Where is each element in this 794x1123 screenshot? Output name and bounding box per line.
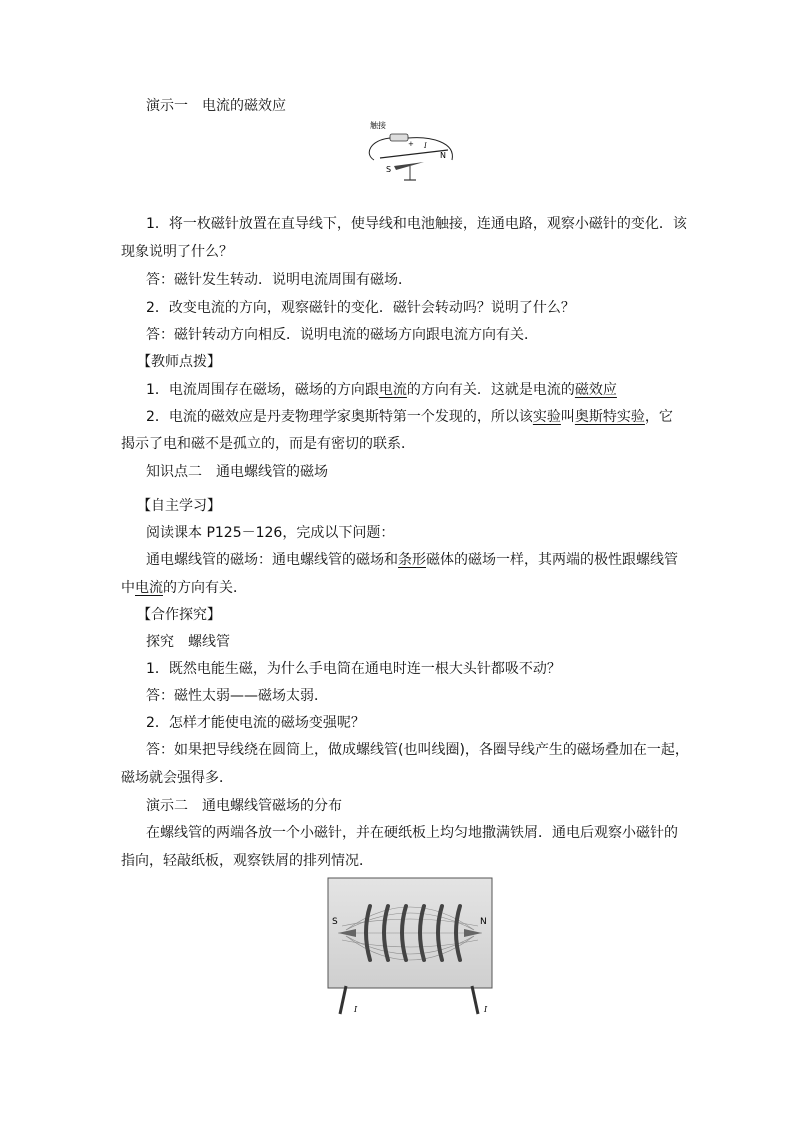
tip1-text-mid: 的方向有关．这就是电流的	[406, 382, 575, 398]
reading-instruction: 阅读课本 P125－126，完成以下问题：	[146, 525, 395, 541]
demo2-line2: 指向，轻敲纸板，观察铁屑的排列情况．	[121, 853, 373, 869]
kp2-title: 知识点二 通电螺线管的磁场	[146, 464, 328, 480]
statement2-text-end: 的方向有关．	[163, 580, 247, 596]
demo2-title: 演示二 通电螺线管磁场的分布	[146, 798, 342, 814]
teacher-tip-2-line2: 揭示了电和磁不是孤立的，而是有密切的联系．	[121, 436, 415, 452]
solenoid-iron-filings-figure	[326, 876, 494, 1016]
blank-current: 电流	[135, 580, 163, 596]
tip1-blank-current: 电流	[378, 382, 407, 398]
coop-heading: 【合作探究】	[137, 607, 221, 623]
tip2-text-mid: 叫	[560, 409, 575, 425]
demo1-q2: 2．改变电流的方向，观察磁针的变化．磁针会转动吗？说明了什么？	[146, 300, 575, 316]
statement2-text: 中	[121, 580, 135, 596]
north-pole-label: N	[480, 917, 487, 927]
demo1-a2: 答：磁针转动方向相反．说明电流的磁场方向跟电流方向有关．	[146, 327, 538, 343]
right-current-label: I	[484, 1005, 488, 1014]
south-label: S	[386, 165, 392, 174]
left-lead-wire	[340, 986, 346, 1014]
tip2-blank-oersted: 奥斯特实验	[574, 409, 645, 425]
current-label: I	[424, 142, 427, 150]
blank-bar-magnet: 条形	[398, 552, 426, 568]
solenoid-statement-line2	[121, 578, 247, 598]
kp2-a2-line2: 磁场就会强得多．	[121, 770, 233, 786]
statement-text-end: 磁体的磁场一样，其两端的极性跟螺线管	[426, 552, 678, 568]
teacher-tips-heading: 【教师点拨】	[137, 354, 221, 370]
teacher-tip-2	[146, 407, 673, 427]
demo1-q1-line2: 现象说明了什么？	[121, 244, 233, 260]
demo2-line1: 在螺线管的两端各放一个小磁针，并在硬纸板上均匀地撒满铁屑．通电后观察小磁针的	[146, 825, 678, 841]
tip1-text: 1．电流周围存在磁场，磁场的方向跟	[146, 382, 379, 398]
statement-text: 通电螺线管的磁场：通电螺线管的磁场和	[146, 552, 398, 568]
tip1-blank-magnetic-effect: 磁效应	[574, 382, 617, 398]
left-current-label: I	[354, 1005, 358, 1014]
tip2-text-end: ，它	[644, 409, 673, 425]
battery-icon	[390, 134, 408, 141]
north-label: N	[440, 151, 446, 160]
demo1-q1-line1: 1．将一枚磁针放置在直导线下，使导线和电池触接，连通电路，观察小磁针的变化．该	[146, 216, 687, 232]
demo1-title: 演示一 电流的磁效应	[146, 98, 286, 114]
kp2-q1: 1．既然电能生磁，为什么手电筒在通电时连一根大头针都吸不动？	[146, 661, 561, 677]
compass-needle	[394, 162, 424, 170]
self-study-heading: 【自主学习】	[137, 498, 221, 514]
south-pole-label: S	[332, 917, 338, 927]
kp2-a1: 答：磁性太弱——磁场太弱．	[146, 688, 328, 704]
oersted-experiment-figure	[360, 118, 460, 182]
teacher-tip-1	[146, 380, 617, 400]
kp2-a2-line1: 答：如果把导线绕在圆筒上，做成螺线管(也叫线圈)，各圈导线产生的磁场叠加在一起，	[146, 742, 689, 758]
demo1-a1: 答：磁针发生转动．说明电流周围有磁场．	[146, 272, 412, 288]
tip2-text: 2．电流的磁效应是丹麦物理学家奥斯特第一个发现的，所以该	[146, 409, 533, 425]
kp2-q2: 2．怎样才能使电流的磁场变强呢？	[146, 715, 365, 731]
straight-wire	[380, 150, 448, 158]
explore-title: 探究 螺线管	[146, 634, 230, 650]
plus-label: +	[408, 140, 414, 148]
solenoid-statement	[146, 550, 678, 570]
tip2-blank-experiment: 实验	[532, 409, 561, 425]
contact-label: 触接	[370, 121, 386, 130]
right-lead-wire	[472, 986, 478, 1014]
